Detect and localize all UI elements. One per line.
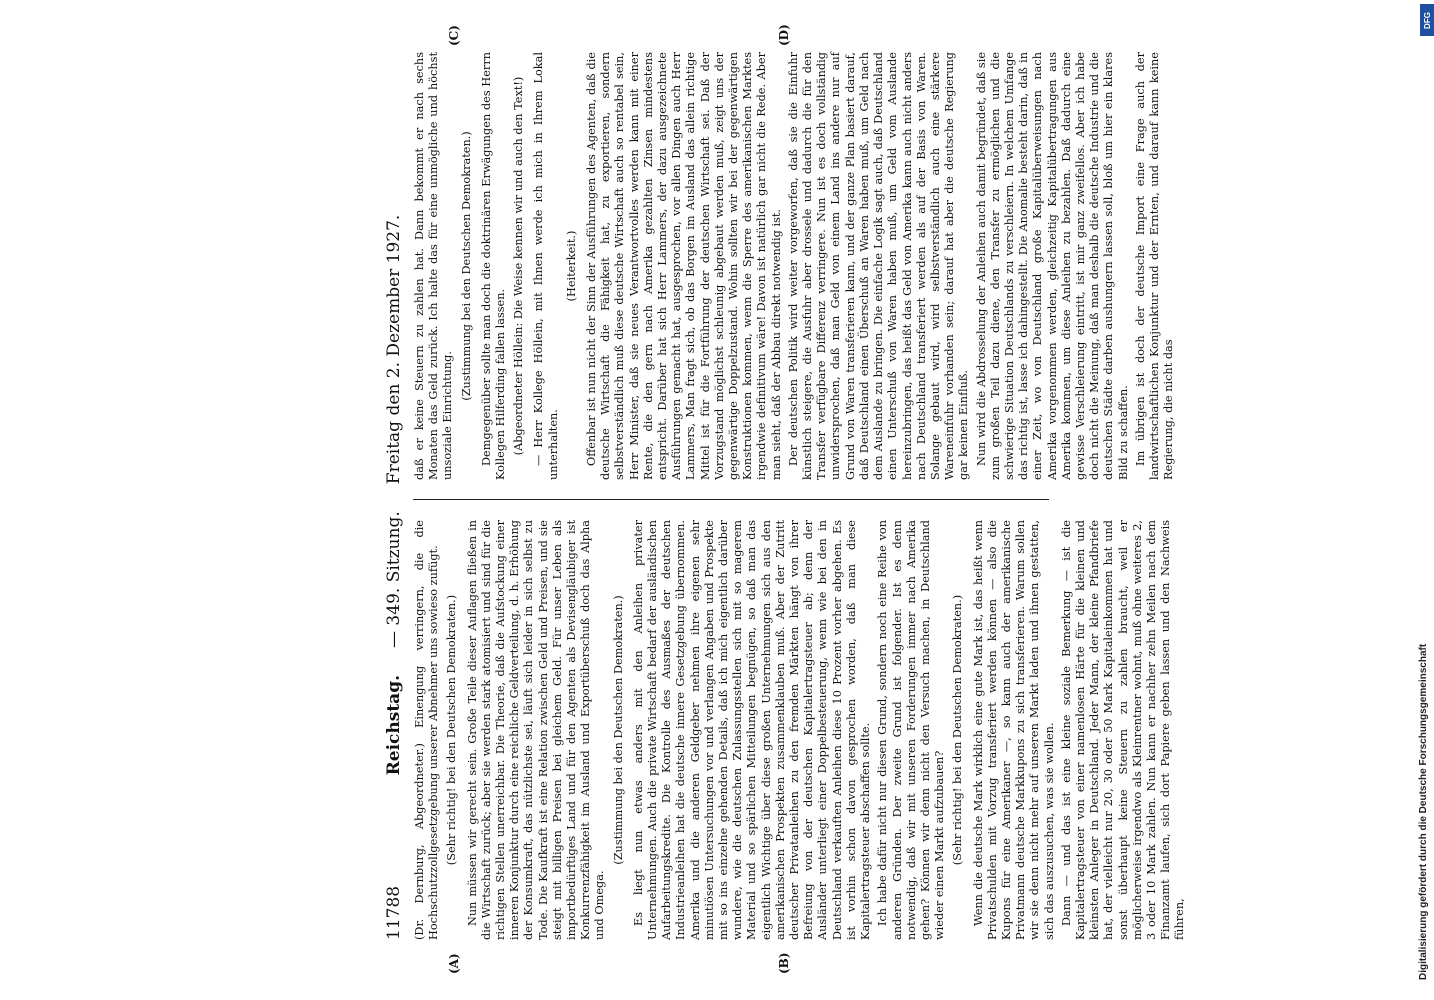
interjection: (Sehr richtig! bei den Deutschen Demokraten.) bbox=[951, 594, 965, 866]
paragraph: daß er keine Steuern zu zahlen hat. Dann bekommt er nach sechs Monaten das Geld zurück. Ich halte das für eine unmögliche und höchst unsoziale Einrichtung. bbox=[413, 52, 455, 480]
paragraph: Demgegenüber sollte man doch die doktrinären Erwägungen des Herrn Kollegen Hilferding fallen lassen. bbox=[479, 52, 508, 480]
paragraph: — Herr Kollege Höllein, mit Ihnen werde ich mich in Ihrem Lokal unterhalten. bbox=[532, 52, 560, 480]
header-title bbox=[379, 50, 409, 940]
page-number: 11788 bbox=[384, 885, 404, 940]
text-column-left bbox=[413, 520, 1187, 940]
paragraph: Offenbar ist nun nicht der Sinn der Ausführungen des Agenten, daß die deutsche Wirtschaft die Fähigkeit hat, zu exportieren, sondern selbstverständlich muß diese deutsche Wirtschaft auch so rentabel sein, Herr Minister, daß sie neues Verantwortvolles werden kann mit einer Rente, die den gern nach Amerika gezahlten Zinsen mindestens entspricht. Darüber hat sich Herr Lammers, der dazu ausgezeichnete Ausführungen gemacht hat, ausgesprochen, vor allen Dingen auch Herr Lammers, Man fragt sich, ob das Borgen im Ausland das allein richtige Mittel ist für die Fortführung der deutschen Wirtschaft sei. Daß der Vorzugstand möglichst schleunig abgebaut werden muß, zeigt uns der gegenwärtige Doppelzustand. Wohin sollten wir bei der gegenwärtigen Konstruktionen kommen, wenn die Sperre des amerikanischen Marktes irgendwie definitivum wäre! Davon ist natürlich gar nicht die Rede. Aber man sieht, daß der Abbau direkt notwendig ist. bbox=[585, 52, 783, 480]
paragraph: Wenn die deutsche Mark wirklich eine gute Mark ist, das heißt wenn Privatschulden mit Vorzug transferiert werden können — also die Kupons für eine Amerikaner —, so kann auch der amerikanische Privatmann deutsche Markkupons zu sich transferieren. Warum sollen wir sie denn nicht mehr auf unseren Markt laden und ihnen gestatten, sich das auszusuchen, was sie wollen. bbox=[971, 520, 1056, 940]
dfg-logo-text: DFG bbox=[1422, 11, 1432, 29]
paragraph: Dann — und das ist eine kleine soziale Bemerkung — ist die Kapitalertragsteuer von einer namenlosen Härte für die kleinen und kleinsten Anleger in Deutschland. Jeder Mann, der kleine Pfandbriefe hat, der vielleicht nur 20, 30 oder 50 Mark Kapitaleinkommen hat und sonst überhaupt keine Steuern zu zahlen braucht, weil er möglicherweise irgendwo als Kleinrentner wohnt, muß ohne weiteres 2, 3 oder 10 Mark zahlen. Nun kann er nachher zehn Meilen nach dem Finanzamt laufen, sich dort Papiere geben lassen und den Nachweis führen, bbox=[1059, 520, 1187, 940]
text-column-right bbox=[413, 52, 1176, 480]
header-date: Freitag den 2. Dezember 1927. bbox=[384, 214, 404, 485]
page-header bbox=[379, 50, 409, 940]
margin-marker-c: (C) bbox=[447, 25, 461, 46]
interjection: (Zustimmung bei den Deutschen Demokraten.) bbox=[611, 595, 625, 865]
paragraph: Es liegt nun etwas anders mit den Anleihen privater Unternehmungen. Auch die private Wirtschaft bedarf der ausländischen Aufarbeitungskredite. Die Kontrolle des Ausmaßes der deutschen Industrieanleihen hat die deutsche innere Gesetzgebung übernommen. Amerika und die anderen Geldgeber nehmen ihre eigenen sehr minutiösen Untersuchungen vor und verlangen Angaben und Prospekte mit so ins einzelne gehenden Details, daß ich mich eigentlich darüber wundere, wie die deutschen Zulassungsstellen sich mit so magerem Material und so spärlichen Mitteilungen begnügen, so daß man das eigentlich Wichtige über diese großen Unternehmungen sich aus den amerikanischen Prospekten zusammenklauben muß. Aber der Zutritt deutscher Privatanleihen zu den fremden Märkten hängt von ihrer Befreiung von der deutschen Kapitalertragsteuer ab; denn der Ausländer unterliegt einer Doppelbesteuerung, wenn wie bei den in Deutschland verkauften Anleihen diese 10 Prozent vorher abgehen. Es ist vorhin schon davon gesprochen worden, daß man diese Kapitalertragsteuer abschaffen sollte. bbox=[631, 520, 873, 940]
interjection: (Sehr richtig! bei den Deutschen Demokraten.) bbox=[445, 594, 459, 866]
paragraph: Nun wird die Abdrosselung der Anleihen auch damit begründet, daß sie zum großen Teil dazu diene, den Transfer zu ermöglichen und die schwierige Situation Deutschlands zu verschleiern. In welchem Umfange das richtig ist, lasse ich dahingestellt. Die Anomalie besteht darin, daß in einer Zeit, wo von Deutschland große Kapitalüberweisungen nach Amerika vorgenommen werden, gleichzeitig Kapitalübertragungen aus Amerika kommen, um diese Anleihen zu bezahlen. Daß dadurch eine gewisse Verschleierung eintritt, ist mir ganz zweifellos. Aber ich habe doch nicht die Meinung, daß man deshalb die deutsche Industrie und die deutschen Städte darben aushungern lassen soll, bloß um hier ein klares Bild zu schaffen. bbox=[974, 52, 1130, 480]
interjection: (Abgeordneter Höllein: Die Weise kennen wir und auch den Text!) bbox=[512, 76, 526, 456]
digitization-credit: Digitalisierung gefördert durch die Deutsche Forschungsgemeinschaft bbox=[1418, 643, 1429, 980]
paragraph: Nun müssen wir gerecht sein. Große Teile dieser Auflagen fließen in die Wirtschaft zurück; aber sie werden stark atomisiert und sind für die richtigen Stellen unerreichbar. Die Theorie, daß die Aufstockung einer inneren Konjunktur durch eine reichliche Geldverteilung, d. h. Erhöhung der Konsumkraft, das nützlichste sei, läuft sich leider in sich selbst zu Tode. Die Kaufkraft ist eine Relation zwischen Geld und Preisen, und sie steigt mit billigen Preisen bei gleichem Geld. Für unser Leben als importbedürftiges Land und für den Agenten als Devisengläubiger ist Konkurrenzfähigkeit im Ausland und Exportüberschuß doch das Alpha und Omega. bbox=[465, 520, 607, 940]
margin-marker-b: (B) bbox=[777, 952, 791, 974]
paragraph: Der deutschen Politik wird weiter vorgeworfen, daß sie die Einfuhr künstlich steigere, die Ausfuhr aber drossele und dadurch die für den Transfer verfügbare Differenz verringere. Nun ist es doch vollständig unwidersprochen, daß man Geld von einem Land ins andere nur auf Grund von Waren transferieren kann, und der ganze Plan basiert darauf, daß Deutschland einen Überschuß an Waren haben muß, um Geld nach dem Auslande zu bringen. Die einfache Logik sagt auch, daß Deutschland einen Unterschuß von Waren haben muß, um Geld vom Auslande hereinzubringen, das heißt das Geld von Amerika kann auch nicht anders nach Deutschland transferiert werden als auf der Basis von Waren. Solange gebaut wird, wird selbstverständlich auch eine stärkere Wareneinfuhr vorhanden sein; darauf hat aber die deutsche Regierung gar keinen Einfluß. bbox=[786, 52, 971, 480]
header-reichstag: Reichstag. bbox=[384, 675, 404, 776]
column-divider bbox=[413, 499, 1049, 500]
document-page bbox=[377, 20, 1187, 980]
paragraph: (Dr. Dernburg, Abgeordneter.) Einengung verringern, die die Hochschutzzollgesetzgebung unserer Abnehmer uns sowieso zufügt. bbox=[413, 520, 441, 940]
paragraph: Ich habe dafür nicht nur diesen Grund, sondern noch eine Reihe von anderen Gründen. Der zweite Grund ist folgender. Ist es denn notwendig, daß wir mit unseren Forderungen immer nach Amerika gehen? Können wir denn nicht den Versuch machen, in Deutschland wieder einen Markt aufzubauen? bbox=[876, 520, 947, 940]
margin-marker-d: (D) bbox=[777, 24, 791, 46]
paragraph: Im übrigen ist doch der deutsche Import eine Frage auch der landwirtschaftlichen Konjunktur und der Ernten, und darauf kann keine Regierung, die nicht das bbox=[1133, 52, 1176, 480]
interjection: (Heiterkeit.) bbox=[564, 230, 578, 302]
header-session: — 349. Sitzung. bbox=[384, 511, 404, 648]
margin-marker-a: (A) bbox=[447, 953, 461, 974]
interjection: (Zustimmung bei den Deutschen Demokraten.) bbox=[459, 131, 473, 401]
